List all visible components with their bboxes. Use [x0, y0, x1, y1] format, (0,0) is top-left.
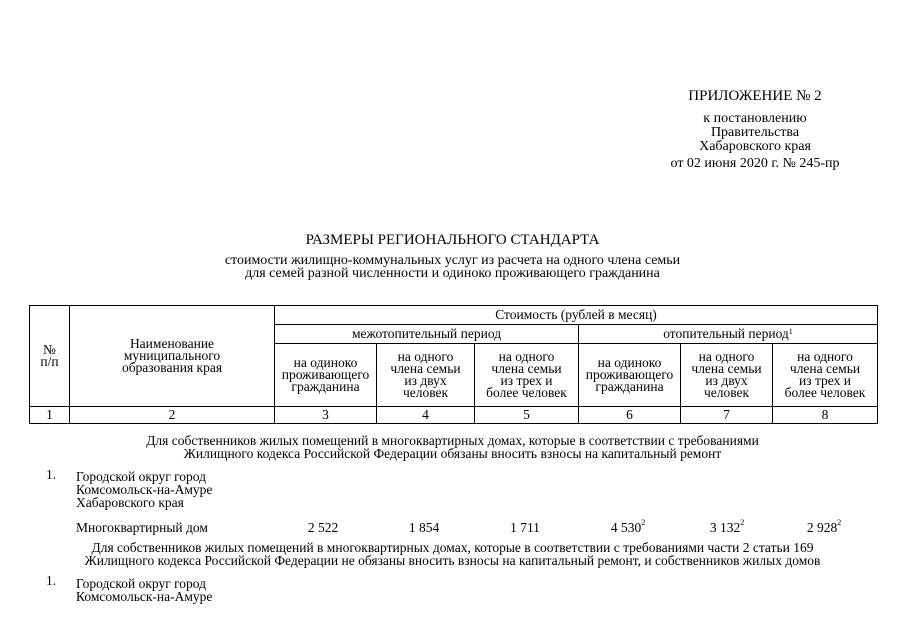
subheader-inter-two: на одного члена семьи из двух человек [377, 344, 475, 407]
col-number: 7 [681, 407, 773, 424]
section-note: Для собственников жилых помещений в многоквартирных домах, которые в соответствии с требованиями Жилищного кодекса Российской Федерации обязаны вносить взносы на капитальный ремонт [146, 433, 759, 461]
value-cell: 4 $530^2$ [610, 518, 646, 535]
subheader-inter-three: на одного члена семьи из трех и более человек [475, 344, 579, 407]
column-numbers-row [30, 407, 878, 424]
value-cell: 2 522 [307, 520, 339, 535]
col-number: 5 [475, 407, 579, 424]
period-inter-header: межотопительный период [275, 325, 579, 344]
subheader-heating-three: на одного члена семьи из трех и более человек [773, 344, 878, 407]
municipality-name: Городской округ город Комсомольск-на-Амуре Хабаровского края [76, 469, 213, 510]
standards-table [29, 305, 878, 424]
document-title: РАЗМЕРЫ РЕГИОНАЛЬНОГО СТАНДАРТА [305, 232, 600, 248]
section-note: Для собственников жилых помещений в многоквартирных домах, которые в соответствии с требованиями части 2 статьи 169 Жилищного кодекса Российской Федерации не обязаны вносить взносы на капитальный ремонт, и собственников жилых домов [84, 540, 821, 568]
value-cell: 1 854 [408, 520, 440, 535]
col-number: 8 [773, 407, 878, 424]
subtitle-line: стоимости жилищно-коммунальных услуг из расчета на одного члена семьи [224, 253, 681, 268]
footnote-mark: 1 [788, 327, 793, 336]
cost-header: Стоимость (рублей в месяц) [275, 306, 878, 325]
appendix-title: ПРИЛОЖЕНИЕ № 2 [688, 88, 822, 104]
value-cell: 1 711 [510, 520, 540, 535]
col-header-number: № п/п [30, 306, 70, 407]
subtitle-line: для семей разной численности и одиноко проживающего гражданина [245, 266, 660, 281]
footnote-mark: 2 [641, 518, 646, 527]
col-number: 2 [70, 407, 275, 424]
period-heating-header: отопительный период$^1$ [579, 325, 878, 344]
item-number: 1. [46, 467, 57, 482]
row-label: Многоквартирный дом [76, 520, 208, 535]
footnote-mark: 2 [837, 518, 842, 527]
col-number: 3 [275, 407, 377, 424]
appendix-date: от 02 июня 2020 г. № 245-пр [670, 156, 840, 171]
value-cell: 2 $928^2$ [806, 518, 842, 535]
appendix-line: Хабаровского края [699, 139, 811, 154]
municipality-name: Городской округ город Комсомольск-на-Амуре [76, 576, 213, 604]
appendix-line: Правительства [710, 125, 800, 140]
appendix-line: к постановлению [703, 111, 807, 126]
col-header-name: Наименование муниципального образования края [70, 306, 275, 407]
item-number: 1. [46, 573, 57, 588]
footnote-mark: 2 [740, 518, 745, 527]
subheader-inter-single: на одиноко проживающего гражданина [275, 344, 377, 407]
value-cell: 3 $132^2$ [709, 518, 745, 535]
subheader-heating-single: на одиноко проживающего гражданина [579, 344, 681, 407]
document-subtitle [0, 254, 905, 280]
col-number: 6 [579, 407, 681, 424]
col-number: 4 [377, 407, 475, 424]
subheader-heating-two: на одного члена семьи из двух человек [681, 344, 773, 407]
col-number: 1 [30, 407, 70, 424]
appendix-block [600, 89, 905, 171]
